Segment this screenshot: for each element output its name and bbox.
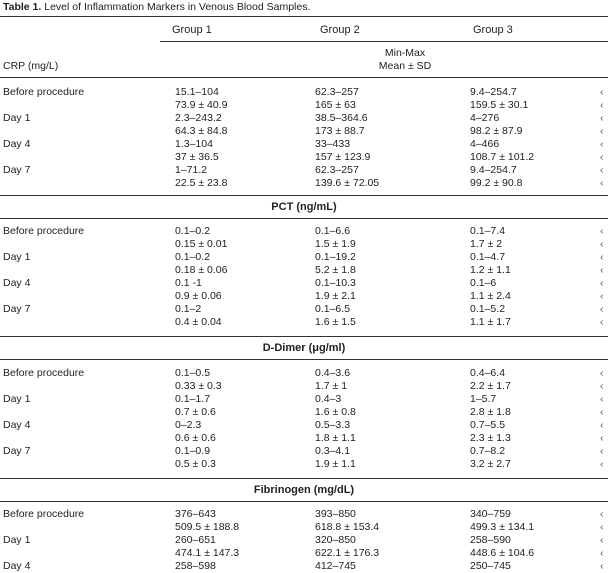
cell-group1: 0.1–0.5 (175, 367, 211, 379)
cell-group2: 1.6 ± 1.5 (315, 316, 356, 328)
cell-group2: 0.1–6.6 (315, 225, 351, 237)
row-marker-icon: ‹ (600, 303, 604, 315)
cell-group2: 139.6 ± 72.05 (315, 177, 380, 189)
cell-group1: 376–643 (175, 508, 216, 520)
cell-group2: 0.4–3.6 (315, 367, 351, 379)
cell-group3: 99.2 ± 90.8 (470, 177, 523, 189)
cell-group2: 1.5 ± 1.9 (315, 238, 356, 250)
cell-group3: 499.3 ± 134.1 (470, 521, 535, 533)
cell-group3: 9.4–254.7 (470, 164, 517, 176)
cell-group2: 0.1–10.3 (315, 277, 356, 289)
table-row (0, 238, 608, 251)
subheader-minmax: Min-Max (384, 47, 426, 59)
cell-group3: 4–276 (470, 112, 500, 124)
table-row (0, 521, 608, 534)
table-row (0, 277, 608, 290)
row-marker-icon: ‹ (600, 419, 604, 431)
row-marker-icon: ‹ (600, 432, 604, 444)
table-row (0, 303, 608, 316)
cell-group1: 0.9 ± 0.06 (175, 290, 222, 302)
cell-group3: 258–590 (470, 534, 511, 546)
col-header-group3: Group 3 (473, 24, 513, 36)
row-label: Before procedure (3, 508, 85, 520)
cell-group1: 0.33 ± 0.3 (175, 380, 222, 392)
table-row (0, 406, 608, 419)
row-label: Day 4 (3, 419, 31, 431)
cell-group3: 1.1 ± 1.7 (470, 316, 511, 328)
row-label: Before procedure (3, 86, 85, 98)
row-marker-icon: ‹ (600, 251, 604, 263)
cell-group1: 0.18 ± 0.06 (175, 264, 228, 276)
cell-group1: 0.7 ± 0.6 (175, 406, 216, 418)
table-row (0, 380, 608, 393)
table-row (0, 125, 608, 138)
table-row (0, 445, 608, 458)
cell-group2: 38.5–364.6 (315, 112, 368, 124)
col-header-group2: Group 2 (320, 24, 360, 36)
section-rule (0, 478, 608, 479)
section-title-rule (0, 501, 608, 502)
row-label: Day 4 (3, 138, 31, 150)
table-caption (3, 1, 310, 13)
row-marker-icon: ‹ (600, 277, 604, 289)
table-row (0, 508, 608, 521)
cell-group3: 159.5 ± 30.1 (470, 99, 529, 111)
cell-group2: 618.8 ± 153.4 (315, 521, 380, 533)
table-row (0, 432, 608, 445)
row-marker-icon: ‹ (600, 445, 604, 457)
cell-group1: 1–71.2 (175, 164, 208, 176)
cell-group3: 0.1–4.7 (470, 251, 506, 263)
cell-group1: 258–598 (175, 560, 216, 572)
cell-group1: 509.5 ± 188.8 (175, 521, 240, 533)
section-title: Fibrinogen (mg/dL) (253, 484, 355, 496)
section-rule (0, 195, 608, 196)
row-label: Before procedure (3, 367, 85, 379)
row-marker-icon: ‹ (600, 560, 604, 572)
row-label: Day 1 (3, 393, 31, 405)
cell-group3: 0.7–5.5 (470, 419, 506, 431)
cell-group1: 0.1 -1 (175, 277, 202, 289)
row-marker-icon: ‹ (600, 264, 604, 276)
cell-group2: 1.9 ± 2.1 (315, 290, 356, 302)
col-header-group1: Group 1 (172, 24, 212, 36)
table-row (0, 177, 608, 190)
cell-group3: 98.2 ± 87.9 (470, 125, 523, 137)
row-marker-icon: ‹ (600, 534, 604, 546)
row-marker-icon: ‹ (600, 225, 604, 237)
section-title: PCT (ng/mL) (271, 201, 337, 213)
cell-group3: 1.7 ± 2 (470, 238, 503, 250)
row-label: Day 1 (3, 251, 31, 263)
row-marker-icon: ‹ (600, 380, 604, 392)
cell-group1: 2.3–243.2 (175, 112, 222, 124)
cell-group1: 0.1–0.2 (175, 225, 211, 237)
section-title-rule (0, 218, 608, 219)
table-row (0, 419, 608, 432)
cell-group2: 173 ± 88.7 (315, 125, 365, 137)
cell-group1: 15.1–104 (175, 86, 219, 98)
cell-group1: 0–2.3 (175, 419, 202, 431)
cell-group2: 320–850 (315, 534, 356, 546)
table-row (0, 112, 608, 125)
cell-group2: 157 ± 123.9 (315, 151, 371, 163)
cell-group3: 1.1 ± 2.4 (470, 290, 511, 302)
table-row (0, 367, 608, 380)
cell-group3: 448.6 ± 104.6 (470, 547, 535, 559)
cell-group3: 2.3 ± 1.3 (470, 432, 511, 444)
row-marker-icon: ‹ (600, 458, 604, 470)
table-row (0, 316, 608, 329)
row-marker-icon: ‹ (600, 238, 604, 250)
row-label: Day 4 (3, 560, 31, 572)
table-row (0, 99, 608, 112)
row-label: Day 4 (3, 277, 31, 289)
cell-group2: 393–850 (315, 508, 356, 520)
table-row (0, 393, 608, 406)
row-marker-icon: ‹ (600, 86, 604, 98)
cell-group3: 0.4–6.4 (470, 367, 506, 379)
cell-group2: 165 ± 63 (315, 99, 356, 111)
table-row (0, 251, 608, 264)
cell-group1: 260–651 (175, 534, 216, 546)
cell-group2: 33–433 (315, 138, 351, 150)
top-rule (0, 16, 608, 17)
cell-group2: 1.8 ± 1.1 (315, 432, 356, 444)
cell-group1: 0.6 ± 0.6 (175, 432, 216, 444)
row-label: Day 1 (3, 534, 31, 546)
cell-group3: 1–5.7 (470, 393, 497, 405)
subheader-mean-sd: Mean ± SD (378, 60, 432, 72)
cell-group1: 0.1–0.2 (175, 251, 211, 263)
row-marker-icon: ‹ (600, 393, 604, 405)
cell-group2: 0.3–4.1 (315, 445, 351, 457)
table-row (0, 225, 608, 238)
table-row (0, 138, 608, 151)
row-marker-icon: ‹ (600, 290, 604, 302)
row-label: Day 7 (3, 445, 31, 457)
cell-group1: 0.15 ± 0.01 (175, 238, 228, 250)
table-row (0, 534, 608, 547)
cell-group1: 0.5 ± 0.3 (175, 458, 216, 470)
cell-group3: 2.2 ± 1.7 (470, 380, 511, 392)
row-marker-icon: ‹ (600, 521, 604, 533)
cell-group2: 412–745 (315, 560, 356, 572)
cell-group3: 4–466 (470, 138, 500, 150)
cell-group1: 73.9 ± 40.9 (175, 99, 228, 111)
cell-group3: 250–745 (470, 560, 511, 572)
table-row (0, 560, 608, 573)
cell-group1: 37 ± 36.5 (175, 151, 219, 163)
cell-group2: 1.6 ± 0.8 (315, 406, 356, 418)
row-marker-icon: ‹ (600, 508, 604, 520)
cell-group1: 22.5 ± 23.8 (175, 177, 228, 189)
table-row (0, 264, 608, 277)
row-label: Day 7 (3, 164, 31, 176)
cell-group1: 0.4 ± 0.04 (175, 316, 222, 328)
cell-group3: 340–759 (470, 508, 511, 520)
cell-group2: 0.5–3.3 (315, 419, 351, 431)
cell-group3: 0.1–6 (470, 277, 497, 289)
cell-group3: 1.2 ± 1.1 (470, 264, 511, 276)
row-label: Day 7 (3, 303, 31, 315)
header-rule (160, 41, 608, 42)
cell-group1: 0.1–2 (175, 303, 202, 315)
cell-group3: 108.7 ± 101.2 (470, 151, 535, 163)
row-marker-icon: ‹ (600, 138, 604, 150)
section-title-rule (0, 77, 608, 78)
cell-group3: 0.1–5.2 (470, 303, 506, 315)
table-row (0, 547, 608, 560)
cell-group3: 3.2 ± 2.7 (470, 458, 511, 470)
cell-group3: 2.8 ± 1.8 (470, 406, 511, 418)
cell-group1: 1.3–104 (175, 138, 213, 150)
row-marker-icon: ‹ (600, 99, 604, 111)
table-row (0, 290, 608, 303)
row-marker-icon: ‹ (600, 547, 604, 559)
cell-group2: 622.1 ± 176.3 (315, 547, 380, 559)
section-title: CRP (mg/L) (3, 60, 59, 72)
cell-group2: 5.2 ± 1.8 (315, 264, 356, 276)
cell-group3: 0.1–7.4 (470, 225, 506, 237)
table-row (0, 86, 608, 99)
row-marker-icon: ‹ (600, 177, 604, 189)
row-marker-icon: ‹ (600, 367, 604, 379)
section-rule (0, 336, 608, 337)
cell-group2: 0.1–6.5 (315, 303, 351, 315)
cell-group1: 474.1 ± 147.3 (175, 547, 240, 559)
cell-group1: 0.1–1.7 (175, 393, 211, 405)
cell-group2: 0.4–3 (315, 393, 342, 405)
section-title: D-Dimer (μg/ml) (262, 342, 346, 354)
cell-group1: 0.1–0.9 (175, 445, 211, 457)
cell-group2: 62.3–257 (315, 86, 359, 98)
row-marker-icon: ‹ (600, 316, 604, 328)
cell-group2: 62.3–257 (315, 164, 359, 176)
section-title-rule (0, 359, 608, 360)
table-row (0, 164, 608, 177)
cell-group2: 0.1–19.2 (315, 251, 356, 263)
row-label: Day 1 (3, 112, 31, 124)
caption-label: Table 1. (3, 1, 42, 13)
row-label: Before procedure (3, 225, 85, 237)
cell-group2: 1.9 ± 1.1 (315, 458, 356, 470)
table-row (0, 151, 608, 164)
cell-group3: 9.4–254.7 (470, 86, 517, 98)
table-row (0, 458, 608, 471)
row-marker-icon: ‹ (600, 125, 604, 137)
cell-group3: 0.7–8.2 (470, 445, 506, 457)
row-marker-icon: ‹ (600, 151, 604, 163)
cell-group1: 64.3 ± 84.8 (175, 125, 228, 137)
row-marker-icon: ‹ (600, 406, 604, 418)
row-marker-icon: ‹ (600, 112, 604, 124)
caption-text: Level of Inflammation Markers in Venous Blood Samples. (44, 1, 311, 13)
row-marker-icon: ‹ (600, 164, 604, 176)
cell-group2: 1.7 ± 1 (315, 380, 348, 392)
